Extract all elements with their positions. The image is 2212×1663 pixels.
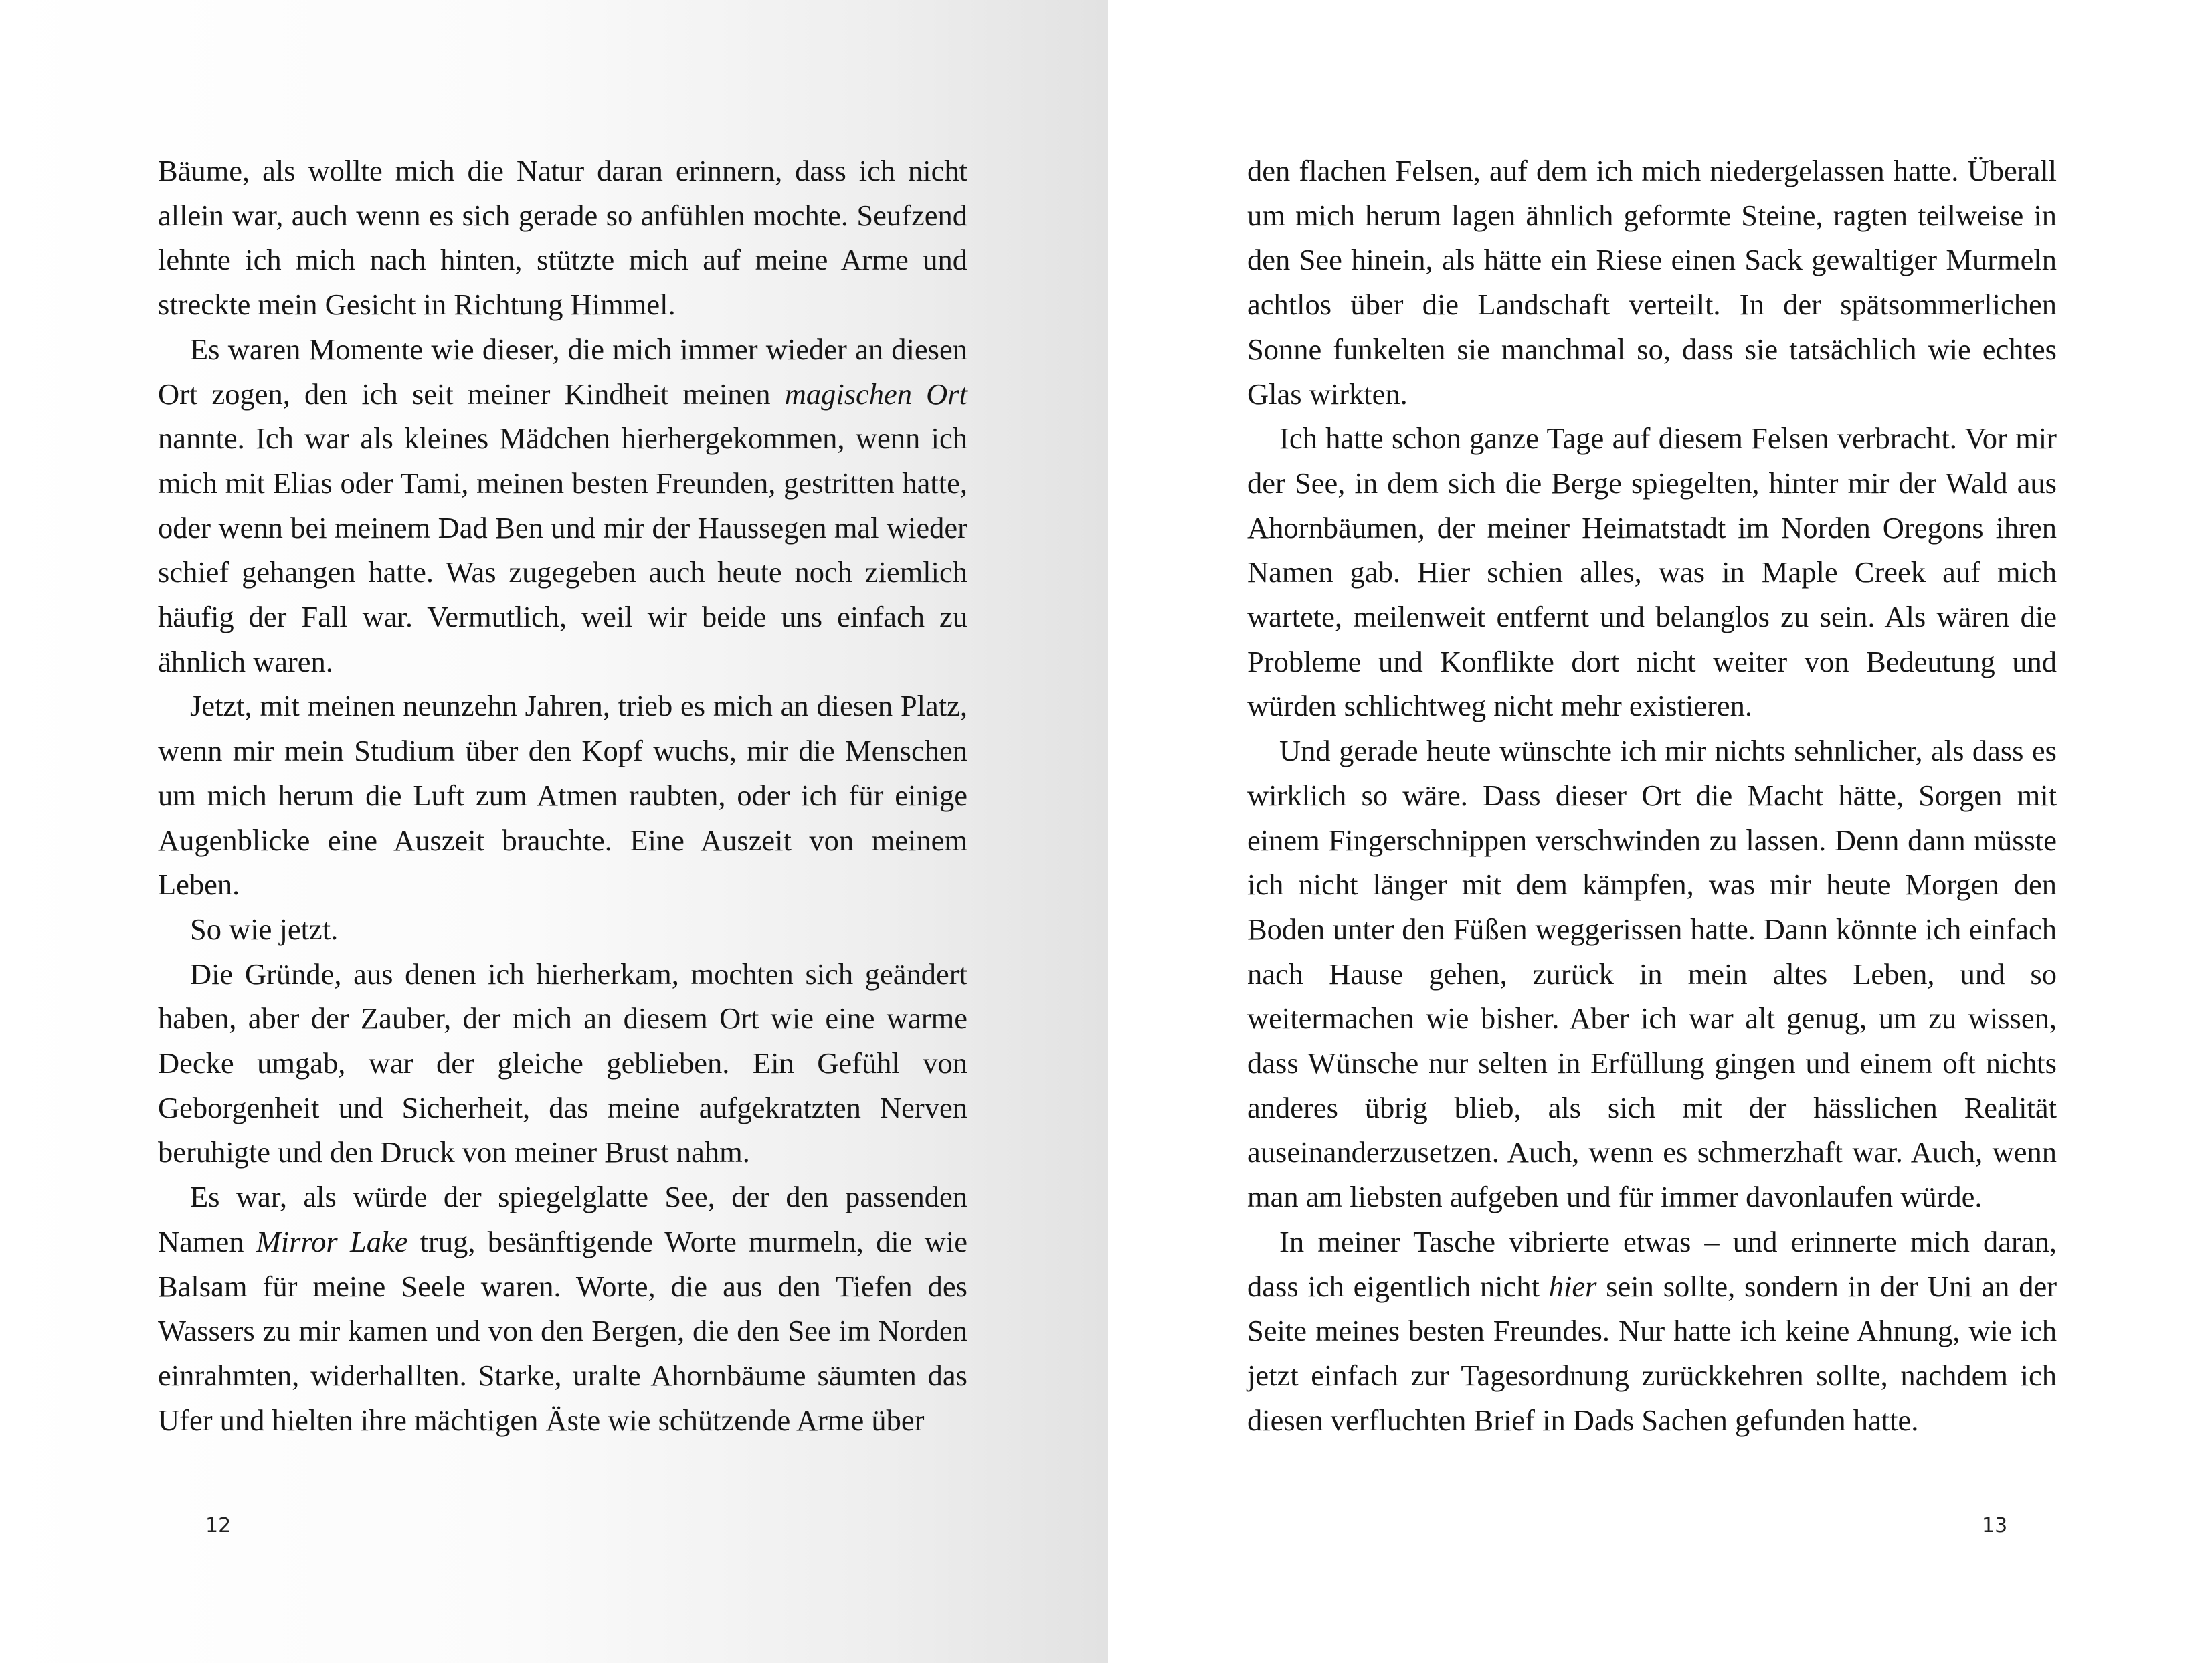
paragraph: In meiner Tasche vibrierte etwas – und erinnerte mich daran, dass ich eigentlich nicht hier sein sollte, sondern in der Uni an der Seite meines besten Freundes. Nur hatte ich keine Ahnung, wie ich jetzt einfach zur Tagesordnung zurückkehren sollte, nachdem ich diesen verfluchten Brief in Dads Sachen gefunden hatte. (1247, 1224, 2057, 1437)
paragraph: Ich hatte schon ganze Tage auf diesem Felsen verbracht. Vor mir der See, in dem sich die Berge spiegelten, hinter mir der Wald aus Ahornbäumen, der meiner Heimatstadt im Norden Oregons ihren Namen gab. Hier schien alles, was in Maple Creek auf mich wartete, meilenweit entfernt und belanglos zu sein. Als wären die Probleme und Konflikte dort nicht weiter von Bedeutung und würden schlichtweg nicht mehr existieren. (1247, 421, 2057, 723)
paragraph: Es war, als würde der spiegelglatte See, der den passenden Namen Mirror Lake trug, besänftigende Worte murmeln, die wie Balsam für meine Seele waren. Worte, die aus den Tiefen des Wassers zu mir kamen und von den Bergen, die den See im Norden einrahmten, widerhallten. Starke, uralte Ahornbäume säumten das Ufer und hielten ihre mächtigen Äste wie schützende Arme über (158, 1180, 967, 1437)
italic-phrase: magischen Ort (784, 377, 967, 411)
paragraph: Es waren Momente wie dieser, die mich immer wieder an diesen Ort zogen, den ich seit meiner Kindheit meinen magischen Ort nannte. Ich war als kleines Mädchen hierhergekommen, wenn ich mich mit Elias oder Tami, meinen besten Freunden, gestritten hatte, oder wenn bei meinem Dad Ben und mir der Haussegen mal wieder schief gehangen hatte. Was zugegeben auch heute noch ziemlich häufig der Fall war. Vermutlich, weil wir beide uns einfach zu ähnlich waren. (158, 332, 967, 678)
right-page-text (1247, 149, 2057, 1442)
paragraph: Die Gründe, aus denen ich hierherkam, mochten sich geändert haben, aber der Zauber, der mich an diesem Ort wie eine warme Decke umgab, war der gleiche geblieben. Ein Gefühl von Geborgenheit und Sicherheit, das meine aufgekratzten Nerven beruhigte und den Druck von meiner Brust nahm. (158, 957, 967, 1169)
right-page (1108, 0, 2212, 1663)
italic-phrase: Mirror Lake (256, 1224, 408, 1258)
italic-phrase: hier (1548, 1269, 1597, 1303)
paragraph: Jetzt, mit meinen neunzehn Jahren, trieb es mich an diesen Platz, wenn mir mein Studium über den Kopf wuchs, mir die Menschen um mich herum die Luft zum Atmen raubten, oder ich für einige Augenblicke eine Auszeit brauchte. Eine Auszeit von meinem Leben. (158, 689, 967, 902)
paragraph: Bäume, als wollte mich die Natur daran erinnern, dass ich nicht allein war, auch wenn es sich gerade so anfühlen mochte. Seufzend lehnte ich mich nach hinten, stützte mich auf meine Arme und streckte mein Gesicht in Richtung Himmel. (158, 154, 967, 322)
page-number: 13 (1982, 1514, 2008, 1537)
left-page-text (158, 149, 967, 1442)
paragraph: den flachen Felsen, auf dem ich mich niedergelassen hatte. Überall um mich herum lagen ähnlich geformte Steine, ragten teilweise in den See hinein, als hätte ein Riese einen Sack gewaltiger Murmeln achtlos über die Landschaft verteilt. In der spätsommerlichen Sonne funkelten sie manchmal so, dass sie tatsächlich wie echtes Glas wirkten. (1247, 154, 2057, 411)
paragraph: So wie jetzt. (190, 912, 339, 946)
paragraph: Und gerade heute wünschte ich mir nichts sehnlicher, als dass es wirklich so wäre. Dass dieser Ort die Macht hätte, Sorgen mit einem Fingerschnippen verschwinden zu lassen. Denn dann müsste ich nicht länger mit dem kämpfen, was mir heute Morgen den Boden unter den Füßen weggerissen hatte. Dann könnte ich einfach nach Hause gehen, zurück in mein altes Leben, und so weitermachen wie bisher. Aber ich war alt genug, um zu wissen, dass Wünsche nur selten in Erfüllung gingen und einem oft nichts anderes übrig blieb, als sich mit der hässlichen Realität auseinanderzusetzen. Auch, wenn es schmerzhaft war. Auch, wenn man am liebsten aufgeben und für immer davonlaufen würde. (1247, 734, 2057, 1214)
page-number: 12 (205, 1514, 232, 1537)
